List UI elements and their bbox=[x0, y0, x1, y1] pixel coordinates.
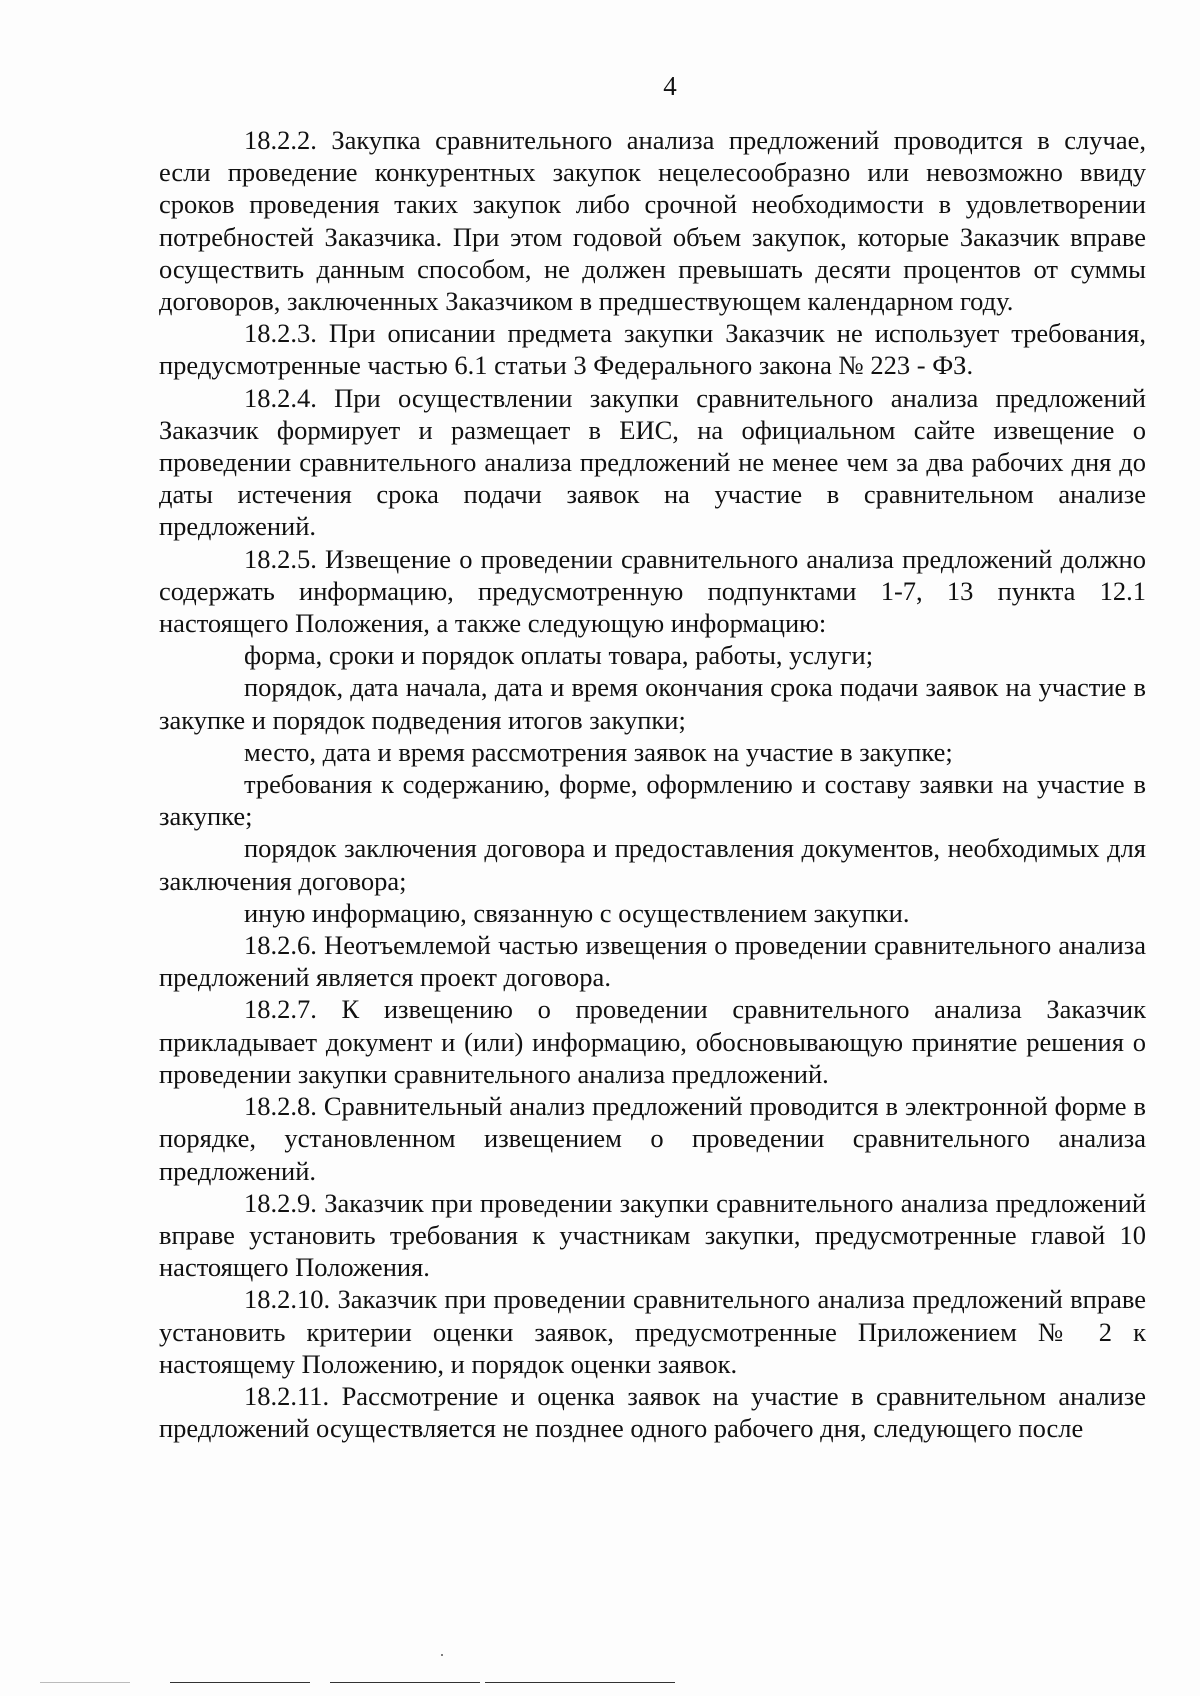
scan-line bbox=[40, 1682, 130, 1683]
paragraph-18-2-7: 18.2.7. К извещению о проведении сравнительного анализа Заказчик прикладывает документ и (или) информацию, обосновывающую принятие решения о проведении закупки сравнительного анализа предложений. bbox=[159, 994, 1146, 1089]
paragraph-18-2-4: 18.2.4. При осуществлении закупки сравнительного анализа предложений Заказчик формирует и размещает в ЕИС, на официальном сайте извещение о проведении сравнительного анализа предложений не менее чем за два рабочих дня до даты истечения срока подачи заявок на участие в сравнительном анализе предложений. bbox=[159, 382, 1146, 542]
scan-line bbox=[170, 1682, 310, 1683]
paragraph-18-2-6: 18.2.6. Неотъемлемой частью извещения о проведении сравнительного анализа предложений является проект договора. bbox=[159, 930, 1146, 993]
paragraph-18-2-9: 18.2.9. Заказчик при проведении закупки сравнительного анализа предложений вправе установить требования к участникам закупки, предусмотренные главой 10 настоящего Положения. bbox=[159, 1187, 1146, 1283]
list-item-other: иную информацию, связанную с осуществлением закупки. bbox=[244, 897, 910, 928]
scan-line bbox=[485, 1682, 675, 1683]
scan-artifact-lines bbox=[0, 1662, 1200, 1682]
list-item-payment: форма, сроки и порядок оплаты товара, работы, услуги; bbox=[244, 640, 874, 671]
list-item-contract: порядок заключения договора и предоставления документов, необходимых для заключения договора; bbox=[159, 833, 1146, 896]
document-body bbox=[159, 124, 1146, 1444]
page-number: 4 bbox=[663, 71, 677, 101]
scan-line bbox=[330, 1682, 480, 1683]
list-item-requirements: требования к содержанию, форме, оформлению и составу заявки на участие в закупке; bbox=[159, 769, 1146, 832]
paragraph-18-2-5: 18.2.5. Извещение о проведении сравнительного анализа предложений должно содержать информацию, предусмотренную подпунктами 1-7, 13 пункта 12.1 настоящего Положения, а также следующую информацию: bbox=[159, 543, 1146, 639]
scan-dot bbox=[441, 1654, 443, 1656]
list-item-review: место, дата и время рассмотрения заявок на участие в закупке; bbox=[244, 736, 953, 767]
paragraph-18-2-10: 18.2.10. Заказчик при проведении сравнительного анализа предложений вправе установить критерии оценки заявок, предусмотренные Приложением № 2 к настоящему Положению, и порядок оценки заявок. bbox=[159, 1284, 1146, 1379]
paragraph-18-2-2: 18.2.2. Закупка сравнительного анализа предложений проводится в случае, если проведение конкурентных закупок нецелесообразно или невозможно ввиду сроков проведения таких закупок либо срочной необходимости в удовлетворении потребностей Заказчика. При этом годовой объем закупок, которые Заказчик вправе осуществить данным способом, не должен превышать десяти процентов от суммы договоров, заключенных Заказчиком в предшествующем календарном году. bbox=[159, 125, 1146, 317]
paragraph-18-2-8: 18.2.8. Сравнительный анализ предложений проводится в электронной форме в порядке, установленном извещением о проведении сравнительного анализа предложений. bbox=[159, 1091, 1146, 1186]
paragraph-18-2-3: 18.2.3. При описании предмета закупки Заказчик не использует требования, предусмотренные частью 6.1 статьи 3 Федерального закона № 223 - ФЗ. bbox=[159, 318, 1146, 381]
paragraph-18-2-11: 18.2.11. Рассмотрение и оценка заявок на участие в сравнительном анализе предложений осуществляется не позднее одного рабочего дня, следующего после bbox=[159, 1380, 1146, 1444]
list-item-submission: порядок, дата начала, дата и время окончания срока подачи заявок на участие в закупке и порядок подведения итогов закупки; bbox=[159, 672, 1146, 735]
